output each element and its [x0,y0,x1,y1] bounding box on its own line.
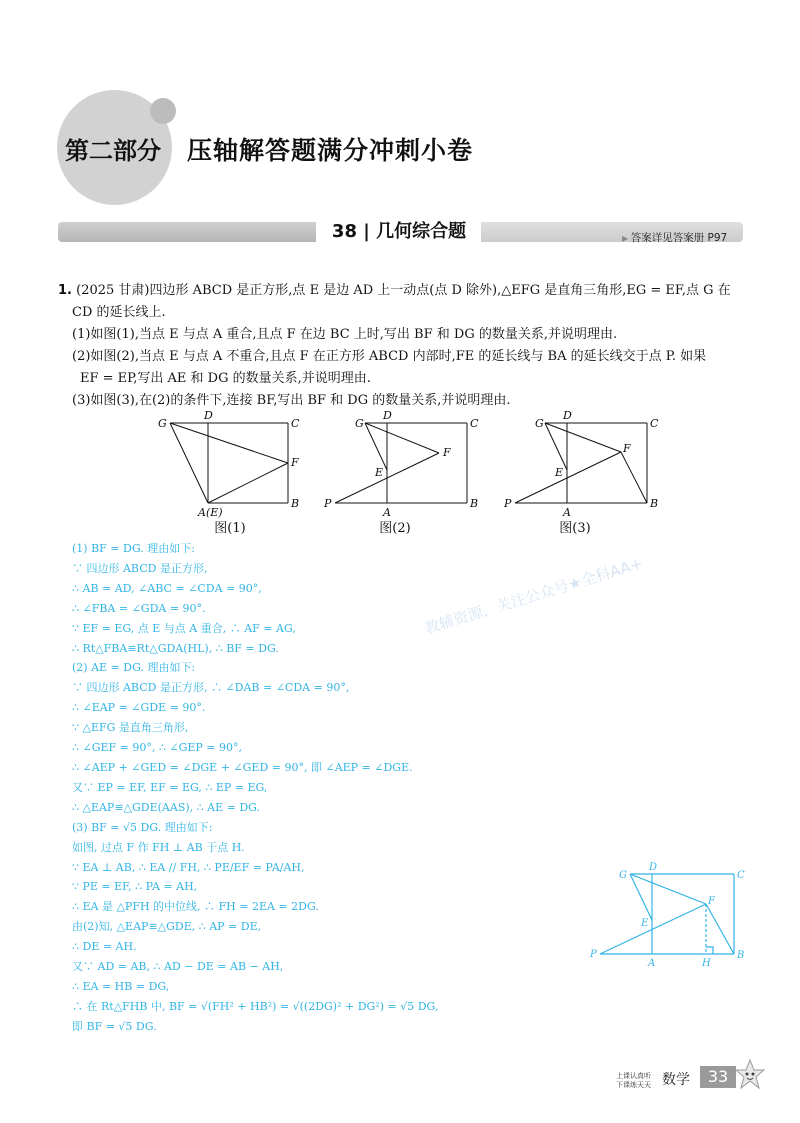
fig3-label-E: E [555,466,564,479]
solution-line: ∴ △EAP≌△GDE(AAS), ∴ AE = DG. [72,800,261,814]
solution-line: ∴ EA 是 △PFH 的中位线, ∴ FH = 2EA = 2DG. [72,900,319,914]
solfig-label-P: P [590,949,597,960]
fig1-label-D: D [204,409,213,422]
solution-line: ∴ ∠FBA = ∠GDA = 90°. [72,601,206,615]
footer-slogan-line1: 上课认真听 [616,1072,651,1080]
footer-slogan-line2: 下课练天天 [616,1081,651,1089]
solution-line: 如图, 过点 F 作 FH ⊥ AB 于点 H. [72,840,245,854]
solution-line: ∴ DE = AH. [72,940,137,954]
fig2-label-P: P [324,497,332,510]
solution-line: (3) BF = √5 DG. 理由如下: [72,820,213,834]
solfig-label-G: G [619,870,627,881]
fig2-label-E: E [375,466,384,479]
solfig-label-F: F [708,896,715,907]
solution-line: ∴ ∠AEP + ∠GED = ∠DGE + ∠GED = 90°, 即 ∠AEP = ∠DGE. [72,760,413,774]
solution-line: 即 BF = √5 DG. [72,1019,157,1033]
mascot-icon [735,1058,765,1092]
figure-1-caption: 图(1) [214,521,246,536]
question-part3: (3)如图(3),在(2)的条件下,连接 BF,写出 BF 和 DG 的数量关系,并说明理由. [72,393,511,408]
solution-line: ∴ EA = HB = DG, [72,979,170,993]
solution-figure [588,858,748,978]
figure-3-caption: 图(3) [559,521,591,536]
solfig-label-E: E [641,918,649,929]
solfig-label-A: A [648,958,656,969]
fig1-label-F: F [291,456,299,469]
solution-line: (1) BF = DG. 理由如下: [72,542,195,555]
fig3-label-P: P [504,497,512,510]
question-stem-line1: (2025 甘肃)四边形 ABCD 是正方形,点 E 是边 AD 上一动点(点 D 除外),△EFG 是直角三角形,EG = EF,点 G 在 [76,283,731,298]
question-part2-line2: EF = EP,写出 AE 和 DG 的数量关系,并说明理由. [80,371,371,386]
solfig-label-D: D [649,862,658,873]
fig2-label-C: C [470,417,479,430]
fig3-label-G: G [535,417,544,430]
section-bar-left [58,222,316,242]
solution-line: 又∵ AD = AB, ∴ AD − DE = AB − AH, [72,960,284,974]
solfig-right-angle [706,947,713,954]
watermark: 教辅资源，关注公众号★全科AA+ [422,554,645,638]
fig1-label-AE: A(E) [198,506,223,519]
answer-note-text: 答案详见答案册 P97 [630,232,728,244]
solfig-label-C: C [737,870,745,881]
triangle-icon: ▶ [622,234,631,243]
fig2-label-A: A [383,506,391,519]
solution-line: (2) AE = DG. 理由如下: [72,661,196,675]
solfig-line-GF [630,874,706,904]
fig1-label-G: G [158,417,167,430]
answer-note [622,230,727,245]
solution-line: ∵ PE = EF, ∴ PA = AH, [72,880,198,894]
solution-line: ∴ 在 Rt△FHB 中, BF = √(FH² + HB²) = √((2DG)² + DG²) = √5 DG, [72,999,439,1013]
part-label: 第二部分 [65,137,161,165]
solution-line: ∴ AB = AD, ∠ABC = ∠CDA = 90°, [72,581,262,595]
fig1-label-B: B [291,497,300,510]
fig1-label-C: C [291,417,300,430]
solfig-label-B: B [737,950,745,961]
question-number: 1. [58,283,72,298]
fig2-label-F: F [443,446,451,459]
solution-line: ∵ EA ⊥ AB, ∴ EA // FH, ∴ PE/EF = PA/AH, [72,860,305,874]
solfig-line-PF [600,904,706,954]
solution-line: ∵ 四边形 ABCD 是正方形, ∴ ∠DAB = ∠CDA = 90°, [72,681,350,695]
solution-line: ∵ 四边形 ABCD 是正方形, [72,561,208,575]
fig3-label-C: C [650,417,659,430]
page-number: 33 [700,1066,736,1088]
question-stem-line2: CD 的延长线上. [72,305,166,320]
fig2-label-D: D [383,409,392,422]
solution-line: ∴ ∠GEF = 90°, ∴ ∠GEP = 90°, [72,741,242,755]
solution-line: ∵ △EFG 是直角三角形, [72,721,189,735]
question-block [58,280,748,412]
fig2-label-G: G [355,417,364,430]
part-title: 压轴解答题满分冲刺小卷 [187,136,474,165]
question-part2-line1: (2)如图(2),当点 E 与点 A 不重合,且点 F 在正方形 ABCD 内部时,FE 的延长线与 BA 的延长线交于点 P. 如果 [72,349,707,364]
footer-slogan [616,1072,651,1090]
fig3-label-B: B [650,497,659,510]
fig3-label-D: D [563,409,572,422]
header-decor-small-circle [150,98,176,124]
fig3-line-FB [621,452,647,503]
footer-subject: 数学 [662,1072,690,1088]
section-title: 38 | 几何综合题 [331,221,467,242]
solution-line: 由(2)知, △EAP≌△GDE, ∴ AP = DE, [72,920,262,934]
fig3-label-F: F [623,442,631,455]
solution-line: ∵ EF = EG, 点 E 与点 A 重合, ∴ AF = AG, [72,621,296,635]
fig2-line-GF [365,423,439,453]
solution-line: ∴ ∠EAP = ∠GDE = 90°. [72,701,206,715]
fig1-line-GA [170,423,208,503]
fig1-line-GF [170,423,288,463]
fig3-line-PF [515,452,621,503]
figure-2-caption: 图(2) [379,521,411,536]
fig3-label-A: A [563,506,571,519]
fig2-label-B: B [470,497,479,510]
solution-block [72,539,592,1037]
fig1-line-AF [208,463,288,503]
solution-line: ∴ Rt△FBA≌Rt△GDA(HL), ∴ BF = DG. [72,641,279,655]
question-part1: (1)如图(1),当点 E 与点 A 重合,且点 F 在边 BC 上时,写出 BF 和 DG 的数量关系,并说明理由. [72,327,618,342]
solfig-label-H: H [702,958,711,969]
solution-line: 又∵ EP = EF, EF = EG, ∴ EP = EG, [72,780,268,794]
